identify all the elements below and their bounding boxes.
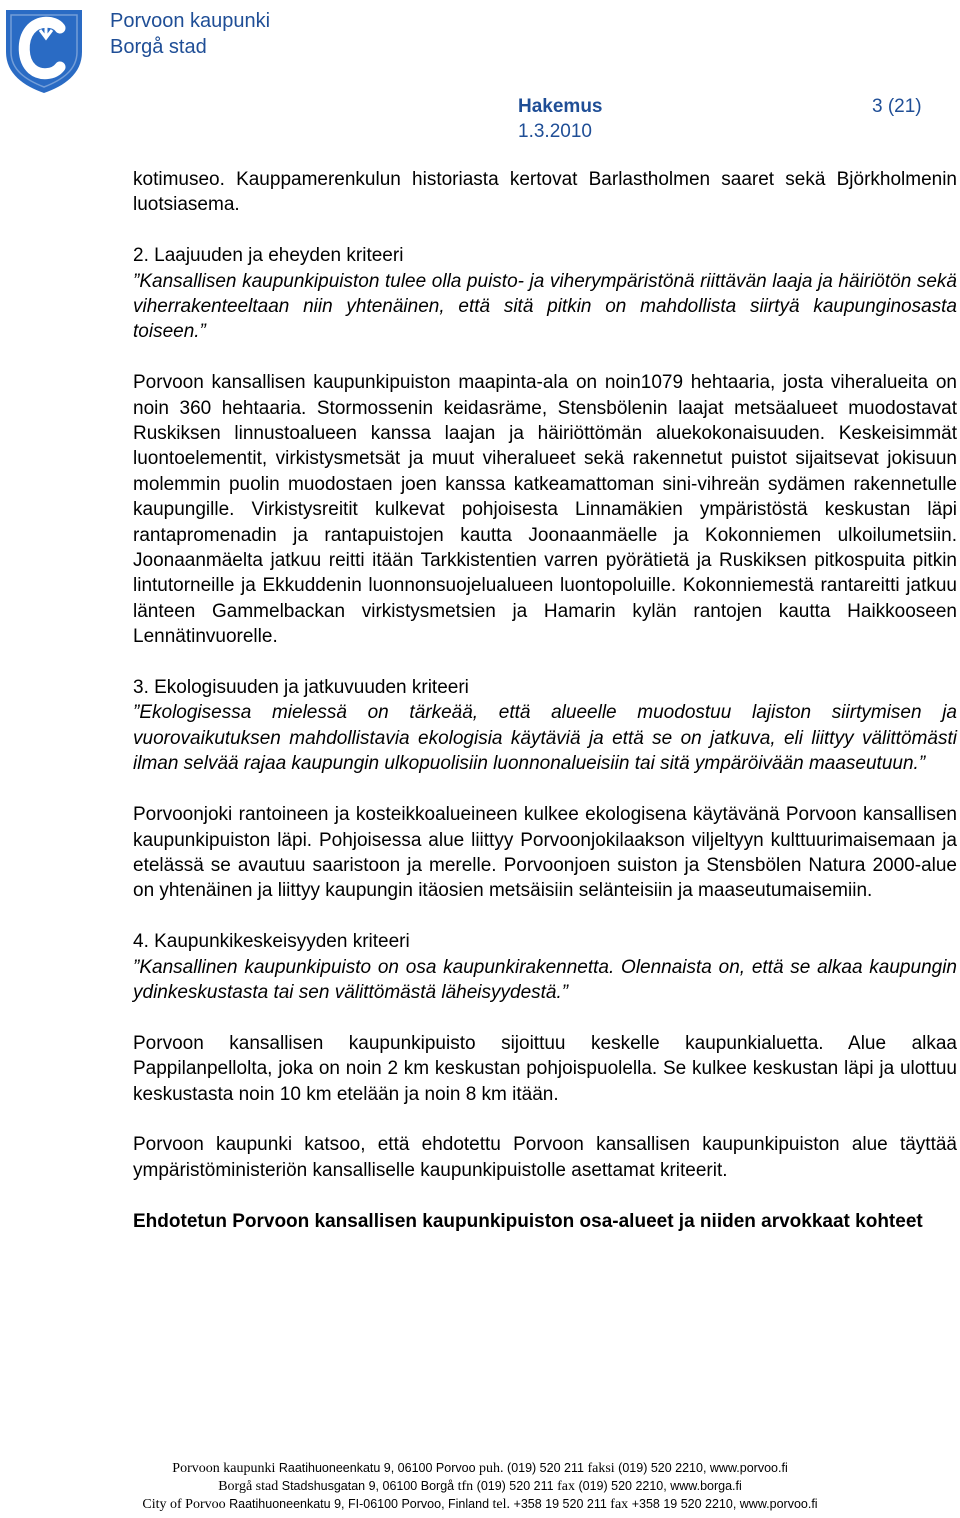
org-name-swedish: Borgå stad	[110, 36, 207, 58]
footer-address-en: Raatihuoneenkatu 9, FI-06100 Porvoo, Finland	[229, 1497, 490, 1511]
footer-tel-fi: (019) 520 211	[507, 1461, 584, 1475]
org-name-finnish: Porvoon kaupunki	[110, 10, 271, 32]
footer-tel-en: +358 19 520 211	[513, 1497, 607, 1511]
footer-tel-label-en: tel.	[492, 1497, 511, 1512]
section-4-quote: ”Kansallinen kaupunkipuisto on osa kaupunkirakennetta. Olennaista on, että se alkaa kaupungin ydinkeskustasta tai sen välittömästä läheisyydestä.”	[133, 956, 957, 1003]
section-2-heading: 2. Laajuuden ja eheyden kriteeri	[133, 245, 404, 267]
section-3-heading: 3. Ekologisuuden ja jatkuvuuden kriteeri	[133, 677, 469, 699]
section-2-text: Porvoon kansallisen kaupunkipuiston maapinta-ala on noin1079 hehtaaria, josta viheralueita on noin 360 hehtaaria. Stormossenin keidasräme, Stensbölenin laajat metsäalueet muodostavat Ruskiksen linnustoalueen kanssa laajan ja häiriöttömän aluekokonaisuuden. Keskeisimmät luontoelementit, virkistysmetsät ja muut viheralueet sekä rakennetut puistot sijaitsevat jokisuun molemmin puolin muodostaen joen kanssa katkeamattoman sini-vihreän sydämen rakennetulle kaupungille. Virkistysreitit kulkevat pohjoisesta Linnamäkien ympäristöstä keskustan läpi rantapromenadin ja rantapuistojen kautta Joonaanmäelle ja Kokonniemen ulkoilumetsiin. Joonaanmäelta jatkuu reitti itään Tarkkistentien varren pyörätietä ja Ruskiksen pitkospuita pitkin lintutorneille ja Ekkuddenin luonnonsuojelualueen luontopoluille. Kokonniemestä rantareitti jatkuu länteen Gammelbackan virkistysmetsien ja Hamarin kylän rantojen kautta Haikkooseen Lennätinvuorelle.	[133, 372, 957, 648]
footer-fax-label-fi: faksi	[587, 1461, 615, 1476]
footer-fax-label-sv: fax	[557, 1479, 575, 1494]
document-date: 1.3.2010	[518, 121, 592, 142]
organization-name	[110, 8, 270, 60]
subsection-heading: Ehdotetun Porvoon kansallisen kaupunkipuiston osa-alueet ja niiden arvokkaat kohteet	[133, 1210, 923, 1232]
footer-address-sv: Stadshusgatan 9, 06100 Borgå	[281, 1479, 455, 1493]
footer-tel-label-fi: puh.	[479, 1461, 504, 1476]
paragraph-continuation: kotimuseo. Kauppamerenkulun historiasta kertovat Barlastholmen saaret sekä Björkholmenin luotsiasema.	[133, 169, 957, 216]
footer-fax-sv: (019) 520 2210, www.borga.fi	[578, 1479, 742, 1493]
footer-org-sv: Borgå stad	[218, 1479, 279, 1494]
conclusion-paragraph: Porvoon kaupunki katsoo, että ehdotettu Porvoon kansallisen kaupunkipuiston alue täyttää ympäristöministeriön kansalliselle kaupunkipuistolle asettamat kriteerit.	[133, 1134, 957, 1181]
section-4-text: Porvoon kansallisen kaupunkipuisto sijoittuu keskelle kaupunkialuetta. Alue alkaa Pappilanpellolta, joka on noin 2 km keskustan pohjoispuolella. Se kulkee keskustan läpi ja ulottuu keskustasta noin 10 km etelään ja noin 8 km itään.	[133, 1032, 957, 1105]
footer-tel-label-sv: tfn	[457, 1479, 474, 1494]
page-number: 3 (21)	[872, 96, 922, 117]
footer-fax-fi: (019) 520 2210, www.porvoo.fi	[618, 1461, 788, 1475]
document-title: Hakemus	[518, 96, 603, 117]
city-crest-logo-icon	[2, 8, 86, 94]
document-body	[133, 167, 957, 1234]
footer-line-finnish	[0, 1461, 960, 1477]
footer-line-swedish	[0, 1479, 960, 1495]
section-2-quote: ”Kansallisen kaupunkipuiston tulee olla puisto- ja viherympäristönä riittävän laaja ja häiriötön sekä viherrakenteeltaan niin yhtenäinen, että sitä pitkin on mahdollista siirtyä kaupunginosasta toiseen.”	[133, 270, 957, 343]
footer-address-fi: Raatihuoneenkatu 9, 06100 Porvoo	[278, 1461, 476, 1475]
footer-fax-label-en: fax	[610, 1497, 629, 1512]
footer-tel-sv: (019) 520 211	[476, 1479, 554, 1493]
footer-fax-en: +358 19 520 2210, www.porvoo.fi	[631, 1497, 818, 1511]
footer-line-english	[0, 1497, 960, 1513]
footer-org-fi: Porvoon kaupunki	[172, 1461, 276, 1476]
footer-org-en: City of Porvoo	[142, 1497, 226, 1512]
section-3-text: Porvoonjoki rantoineen ja kosteikkoalueineen kulkee ekologisena käytävänä Porvoon kansallisen kaupunkipuiston läpi. Pohjoisessa alue liittyy Porvoonjokilaakson viljeltyyn kulttuurimaisemaan ja etelässä se avautuu saaristoon ja merelle. Porvoonjoen suiston ja Stensbölen Natura 2000-alue on yhtenäinen ja liittyy kaupungin itäosien metsäisiin selänteisiin ja maaseutumaisemiin.	[133, 804, 957, 902]
section-4-heading: 4. Kaupunkikeskeisyyden kriteeri	[133, 931, 410, 953]
section-3-quote: ”Ekologisessa mielessä on tärkeää, että alueelle muodostuu lajiston siirtymisen ja vuorovaikutuksen mahdollistavia ekologisia käytäviä ja että se on jatkuva, eli liittyy välittömästi ilman selvää rajaa kaupungin ulkopuolisiin luonnonalueisiin tai sitä ympäröivään maaseutuun.”	[133, 702, 957, 775]
